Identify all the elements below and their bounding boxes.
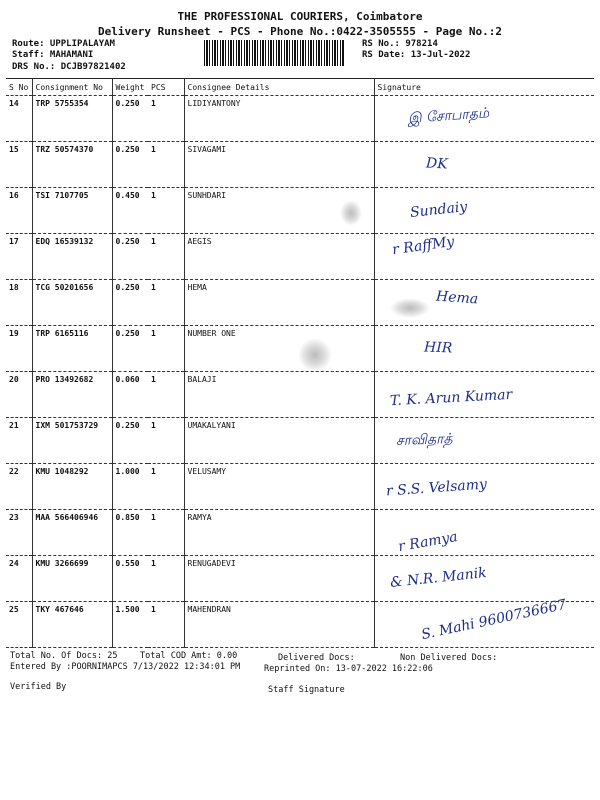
col-weight: Weight — [112, 79, 148, 96]
cell-consignment: TKY 467646 — [32, 602, 112, 648]
cell-consignee: HEMA — [184, 280, 374, 326]
cell-weight: 1.000 — [112, 464, 148, 510]
table-row — [6, 510, 594, 556]
entered-by: Entered By :POORNIMAPCS 7/13/2022 12:34:01 PM — [10, 662, 241, 672]
cell-consignee: UMAKALYANI — [184, 418, 374, 464]
handwritten-signature: Sundaiy — [409, 199, 469, 221]
cell-consignee: LIDIYANTONY — [184, 96, 374, 142]
cell-sno: 23 — [6, 510, 32, 556]
cell-signature — [374, 142, 594, 188]
col-pcs: PCS — [148, 79, 184, 96]
handwritten-signature: T. K. Arun Kumar — [389, 386, 513, 410]
table-row — [6, 142, 594, 188]
handwritten-signature: HIR — [423, 339, 453, 357]
cell-pcs: 1 — [148, 418, 184, 464]
cell-sno: 19 — [6, 326, 32, 372]
cell-signature — [374, 326, 594, 372]
cell-consignee: MAHENDRAN — [184, 602, 374, 648]
cell-weight: 0.060 — [112, 372, 148, 418]
cell-signature — [374, 188, 594, 234]
staff-signature-label: Staff Signature — [268, 685, 345, 695]
staff-label: Staff: MAHAMANI — [12, 50, 94, 60]
cell-pcs: 1 — [148, 280, 184, 326]
table-row — [6, 280, 594, 326]
cell-weight: 0.250 — [112, 234, 148, 280]
cell-pcs: 1 — [148, 556, 184, 602]
handwritten-signature: S. Mahi 9600736667 — [419, 596, 568, 644]
table-row — [6, 556, 594, 602]
cell-consignee: AEGIS — [184, 234, 374, 280]
cell-consignee: VELUSAMY — [184, 464, 374, 510]
handwritten-signature: r S.S. Velsamy — [385, 476, 488, 500]
ink-smudge — [298, 338, 332, 372]
cell-sno: 14 — [6, 96, 32, 142]
cell-sno: 18 — [6, 280, 32, 326]
col-signature: Signature — [374, 79, 594, 96]
handwritten-signature: சாவிதாத் — [395, 431, 453, 449]
cell-weight: 0.450 — [112, 188, 148, 234]
cell-pcs: 1 — [148, 142, 184, 188]
barcode — [204, 40, 344, 66]
cell-sno: 15 — [6, 142, 32, 188]
cell-consignment: TSI 7107705 — [32, 188, 112, 234]
verified-by: Verified By — [10, 682, 67, 692]
cell-weight: 0.250 — [112, 326, 148, 372]
handwritten-signature: r RaffMy — [391, 233, 456, 259]
table-header-row — [6, 79, 594, 96]
cell-consignment: TRP 6165116 — [32, 326, 112, 372]
cell-consignment: MAA 566406946 — [32, 510, 112, 556]
route-label: Route: UPPLIPALAYAM — [12, 39, 115, 49]
cell-consignment: IXM 501753729 — [32, 418, 112, 464]
table-row — [6, 418, 594, 464]
table-row — [6, 96, 594, 142]
handwritten-signature: r Ramya — [397, 528, 459, 556]
col-consignee: Consignee Details — [184, 79, 374, 96]
cell-sno: 21 — [6, 418, 32, 464]
handwritten-signature: DK — [425, 155, 449, 173]
cell-pcs: 1 — [148, 464, 184, 510]
cell-consignment: TRZ 50574370 — [32, 142, 112, 188]
cell-consignee: SUNHDARI — [184, 188, 374, 234]
cell-consignee: BALAJI — [184, 372, 374, 418]
cell-pcs: 1 — [148, 602, 184, 648]
cell-consignee: RAMYA — [184, 510, 374, 556]
rs-number: RS No.: 978214 — [362, 39, 438, 49]
cell-sno: 20 — [6, 372, 32, 418]
cell-weight: 1.500 — [112, 602, 148, 648]
cell-sno: 16 — [6, 188, 32, 234]
table-row — [6, 464, 594, 510]
rs-date: RS Date: 13-Jul-2022 — [362, 50, 471, 60]
cell-pcs: 1 — [148, 234, 184, 280]
cell-consignment: TRP 5755354 — [32, 96, 112, 142]
cell-sno: 22 — [6, 464, 32, 510]
cell-weight: 0.250 — [112, 418, 148, 464]
cell-pcs: 1 — [148, 372, 184, 418]
cell-consignee: NUMBER ONE — [184, 326, 374, 372]
cell-consignment: EDQ 16539132 — [32, 234, 112, 280]
delivered-docs: Delivered Docs: — [278, 653, 355, 663]
company-title: THE PROFESSIONAL COURIERS, Coimbatore — [177, 10, 423, 23]
table-row — [6, 234, 594, 280]
cell-consignment: KMU 1048292 — [32, 464, 112, 510]
handwritten-signature: Hema — [435, 288, 479, 308]
cell-weight: 0.850 — [112, 510, 148, 556]
cell-pcs: 1 — [148, 326, 184, 372]
reprinted-on: Reprinted On: 13-07-2022 16:22:06 — [264, 664, 433, 674]
cell-pcs: 1 — [148, 188, 184, 234]
ink-smudge — [390, 298, 430, 318]
drs-number: DRS No.: DCJB97821402 — [12, 62, 126, 72]
cell-weight: 0.250 — [112, 96, 148, 142]
runsheet-subtitle: Delivery Runsheet - PCS - Phone No.:0422-3505555 - Page No.:2 — [98, 25, 502, 38]
cell-consignee: RENUGADEVI — [184, 556, 374, 602]
ink-smudge — [340, 200, 362, 226]
table-row — [6, 188, 594, 234]
cell-pcs: 1 — [148, 96, 184, 142]
cell-consignment: KMU 3266699 — [32, 556, 112, 602]
cell-weight: 0.250 — [112, 142, 148, 188]
handwritten-signature: & N.R. Manik — [389, 564, 488, 592]
total-cod: Total COD Amt: 0.00 — [140, 651, 238, 661]
cell-weight: 0.550 — [112, 556, 148, 602]
cell-sno: 25 — [6, 602, 32, 648]
cell-sno: 17 — [6, 234, 32, 280]
total-docs: Total No. Of Docs: 25 — [10, 651, 118, 661]
cell-consignment: PRO 13492682 — [32, 372, 112, 418]
col-consignment: Consignment No — [32, 79, 112, 96]
cell-weight: 0.250 — [112, 280, 148, 326]
non-delivered-docs: Non Delivered Docs: — [400, 653, 498, 663]
cell-pcs: 1 — [148, 510, 184, 556]
cell-consignment: TCG 50201656 — [32, 280, 112, 326]
col-sno: S No — [6, 79, 32, 96]
handwritten-signature: இ சோபாதம் — [407, 105, 490, 127]
cell-consignee: SIVAGAMI — [184, 142, 374, 188]
cell-sno: 24 — [6, 556, 32, 602]
